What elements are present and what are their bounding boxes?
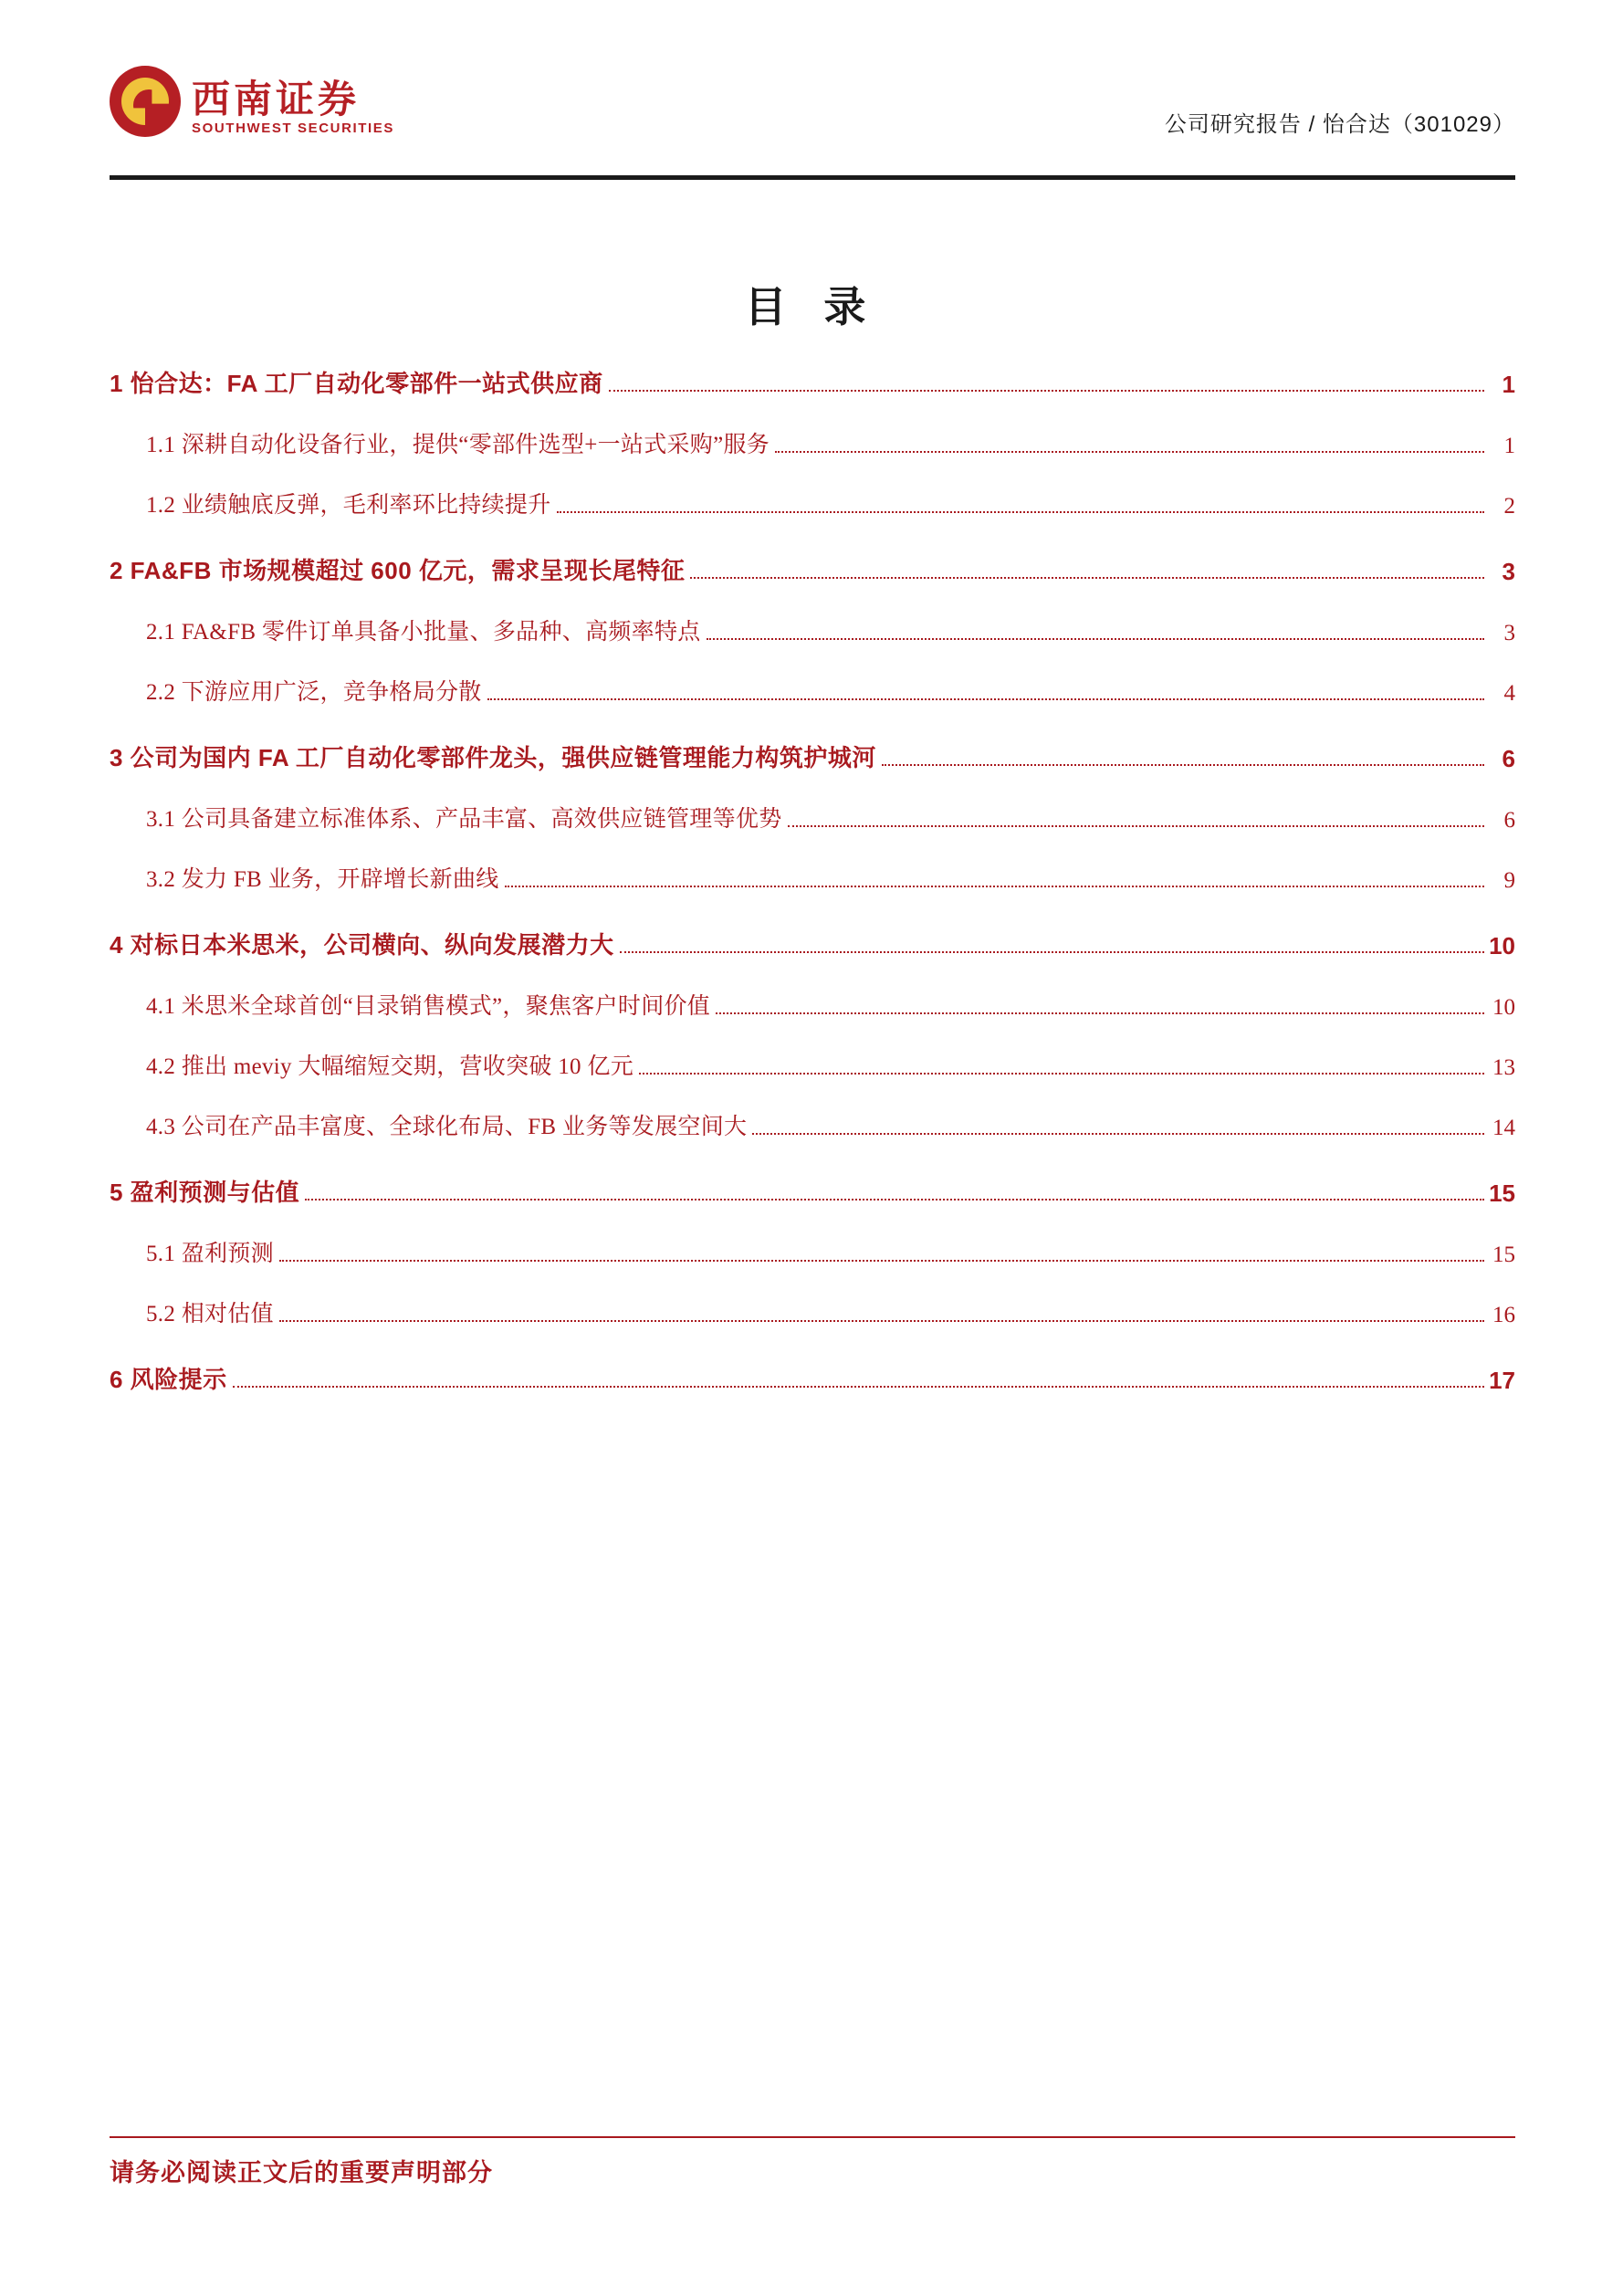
toc-entry-5[interactable] [110,1174,1515,1208]
toc-leader [775,449,1484,453]
toc-leader [690,575,1484,579]
header-divider [110,175,1515,180]
toc-entry-page: 1 [1503,434,1515,458]
toc-entry-label: 3.1 公司具备建立标准体系、产品丰富、高效供应链管理等优势 [146,807,782,832]
toc-entry-label: 3.2 发力 FB 业务，开辟增长新曲线 [146,867,499,892]
toc-entry-label: 1 怡合达：FA 工厂自动化零部件一站式供应商 [110,370,603,397]
toc-entry-page: 15 [1492,1242,1515,1267]
logo-chinese-name: 西南证券 [192,79,361,121]
report-header-label: 公司研究报告 / 怡合达（301029） [1164,112,1515,137]
toc-entry-page: 15 [1489,1179,1515,1207]
toc-leader [233,1384,1484,1388]
toc-leader [487,697,1484,700]
toc-entry-4-3[interactable] [110,1108,1515,1141]
toc-leader [788,823,1484,827]
logo-emblem-icon [110,66,181,137]
toc-leader [279,1318,1484,1322]
toc-entry-label: 4.3 公司在产品丰富度、全球化布局、FB 业务等发展空间大 [146,1115,748,1139]
toc-entry-label: 1.2 业绩触底反弹，毛利率环比持续提升 [146,493,551,518]
toc-leader [707,636,1484,640]
table-of-contents [110,365,1515,1395]
toc-entry-page: 2 [1503,494,1515,519]
toc-entry-label: 2.2 下游应用广泛，竞争格局分散 [146,680,482,705]
toc-entry-page: 6 [1503,808,1515,833]
toc-leader [557,509,1484,513]
toc-entry-label: 4.1 米思米全球首创“目录销售模式”，聚焦客户时间价值 [146,994,711,1019]
toc-leader [639,1071,1484,1075]
toc-entry-label: 5.1 盈利预测 [146,1242,274,1266]
toc-leader [716,1011,1484,1014]
toc-entry-page: 1 [1502,371,1515,398]
toc-leader [620,949,1484,953]
toc-entry-page: 10 [1492,995,1515,1020]
toc-entry-page: 9 [1503,868,1515,893]
toc-entry-1-2[interactable] [110,487,1515,519]
toc-entry-page: 3 [1503,621,1515,645]
toc-entry-4-2[interactable] [110,1048,1515,1081]
toc-entry-label: 5.2 相对估值 [146,1302,274,1326]
toc-entry-1-1[interactable] [110,426,1515,459]
toc-entry-2-2[interactable] [110,674,1515,707]
toc-entry-label: 2 FA&FB 市场规模超过 600 亿元，需求呈现长尾特征 [110,557,686,584]
toc-entry-page: 3 [1502,558,1515,585]
toc-entry-label: 1.1 深耕自动化设备行业，提供“零部件选型+一站式采购”服务 [146,433,770,457]
toc-entry-page: 13 [1492,1055,1515,1080]
toc-leader [505,884,1484,887]
footer-divider [110,2136,1515,2138]
toc-entry-label: 6 风险提示 [110,1366,227,1393]
toc-entry-3-2[interactable] [110,861,1515,894]
toc-leader [305,1197,1484,1200]
toc-entry-3[interactable] [110,739,1515,773]
toc-entry-page: 14 [1492,1116,1515,1140]
toc-entry-2-1[interactable] [110,613,1515,646]
toc-entry-page: 6 [1502,745,1515,772]
logo-english-name: SOUTHWEST SECURITIES [192,121,395,136]
page-header [110,55,1515,173]
footer-disclaimer: 请务必阅读正文后的重要声明部分 [110,2159,493,2186]
toc-leader [752,1131,1484,1135]
toc-entry-page: 17 [1489,1367,1515,1394]
toc-entry-3-1[interactable] [110,801,1515,833]
toc-entry-5-2[interactable] [110,1295,1515,1328]
toc-entry-label: 4 对标日本米思米，公司横向、纵向发展潜力大 [110,931,614,959]
toc-entry-4[interactable] [110,927,1515,960]
toc-entry-page: 10 [1489,932,1515,959]
toc-entry-label: 4.2 推出 meviy 大幅缩短交期，营收突破 10 亿元 [146,1054,633,1079]
toc-entry-4-1[interactable] [110,988,1515,1021]
toc-entry-1[interactable] [110,365,1515,399]
toc-entry-label: 3 公司为国内 FA 工厂自动化零部件龙头，强供应链管理能力构筑护城河 [110,744,876,771]
toc-entry-6[interactable] [110,1361,1515,1395]
toc-leader [609,388,1484,392]
toc-entry-label: 2.1 FA&FB 零件订单具备小批量、多品种、高频率特点 [146,620,701,645]
toc-entry-page: 16 [1492,1303,1515,1327]
page-title: 目 录 [744,283,879,330]
company-logo [110,55,395,155]
toc-leader [279,1258,1484,1262]
toc-entry-label: 5 盈利预测与估值 [110,1179,300,1206]
toc-entry-5-1[interactable] [110,1235,1515,1268]
toc-entry-2[interactable] [110,552,1515,586]
toc-entry-page: 4 [1503,681,1515,706]
toc-leader [882,762,1484,766]
